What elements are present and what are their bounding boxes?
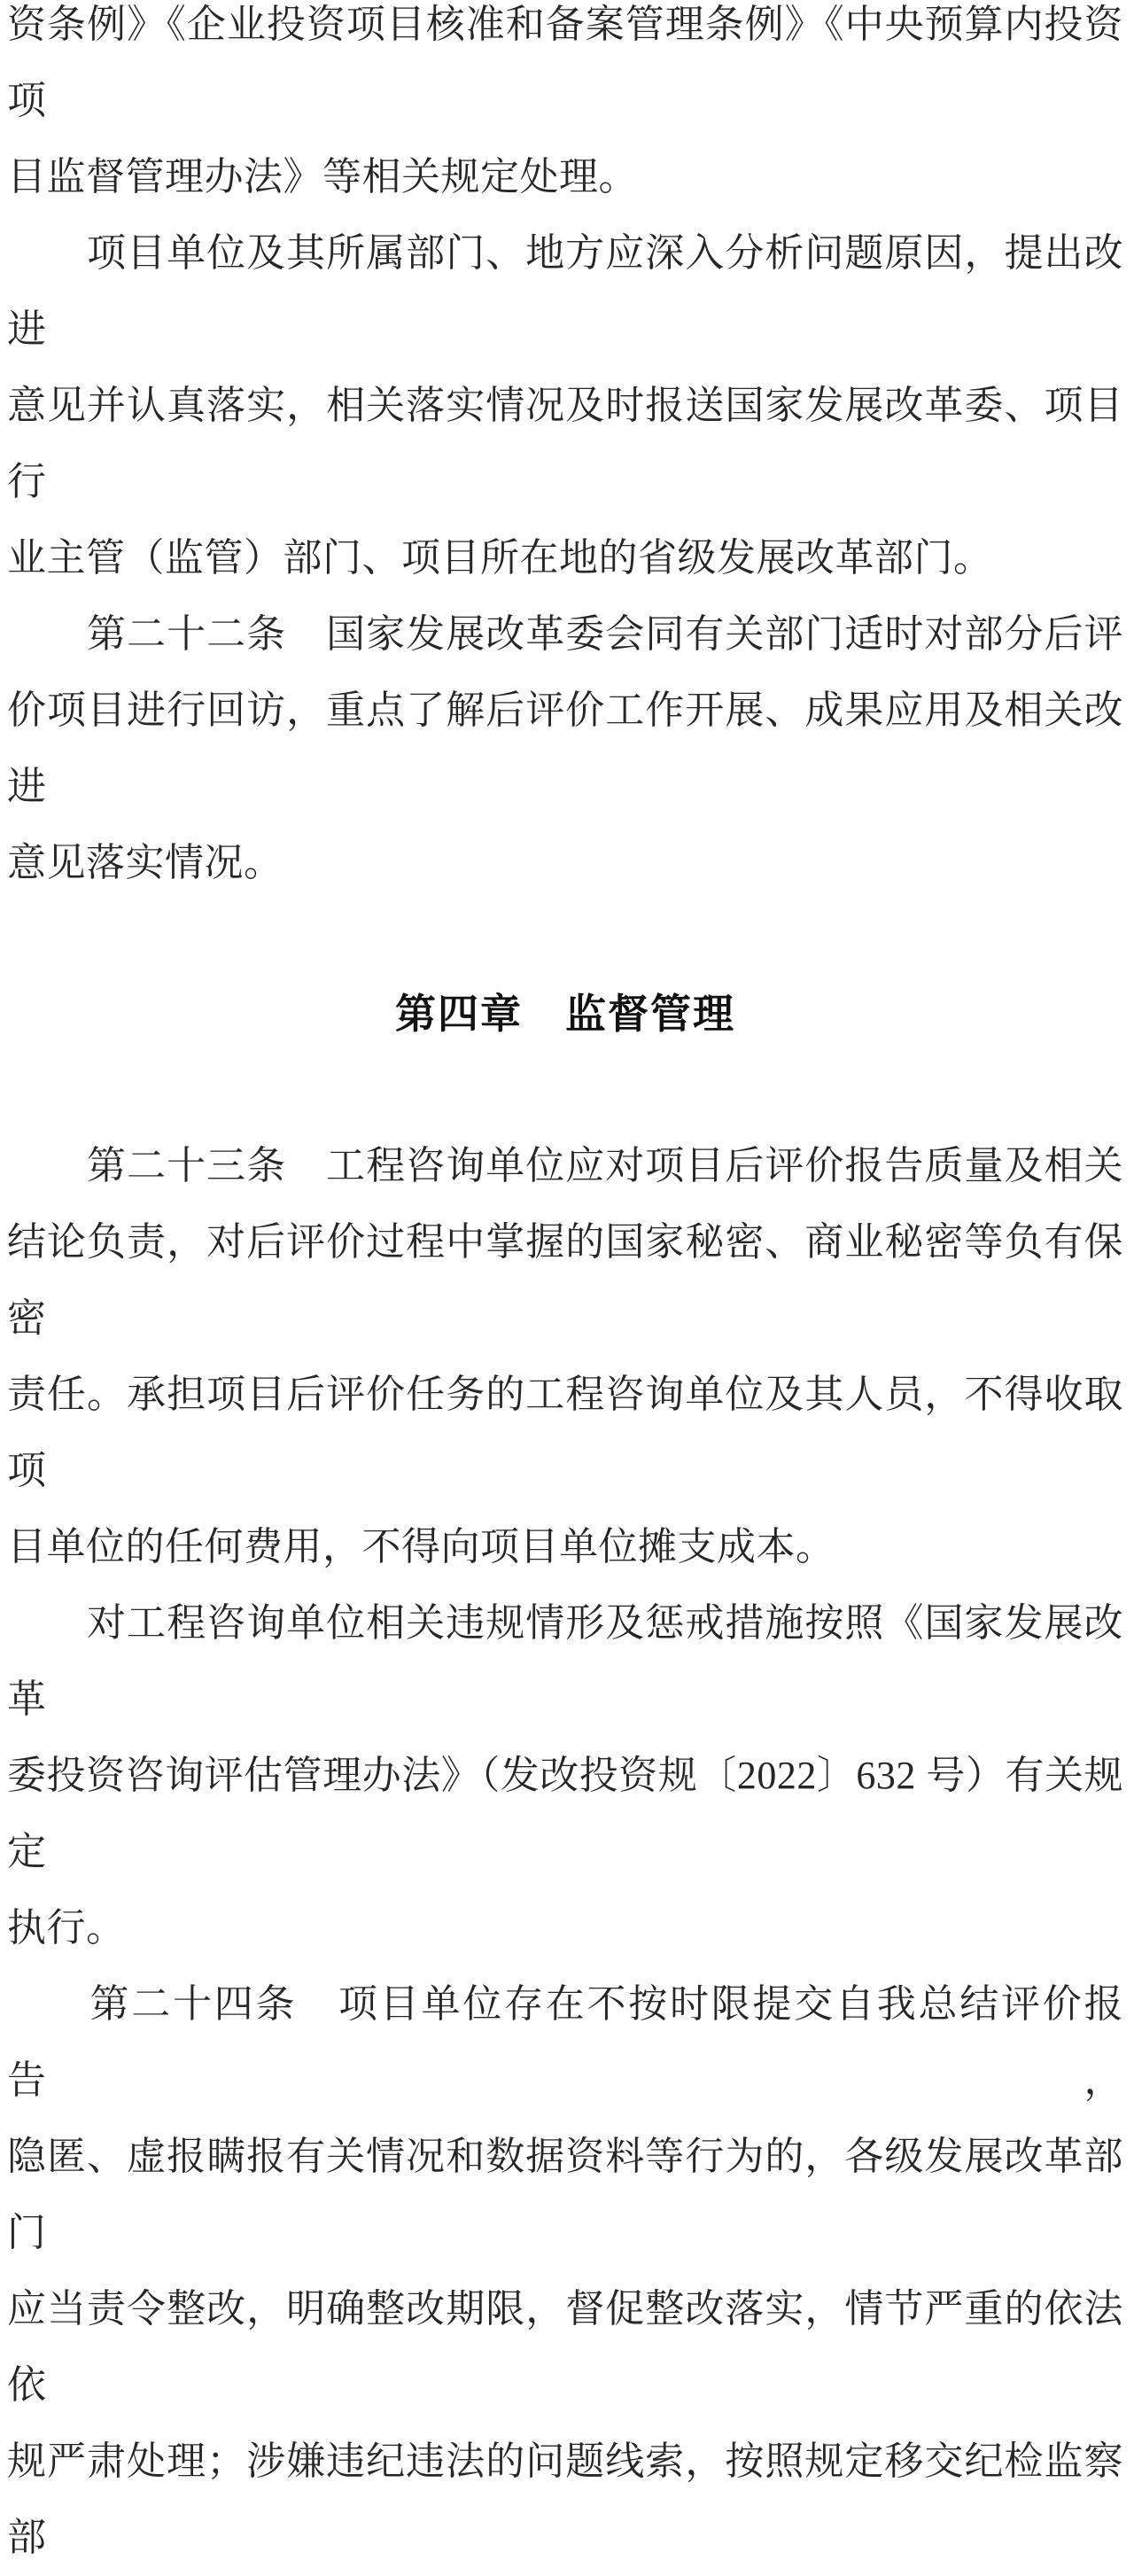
document-line: 委投资咨询评估管理办法》（发改投资规〔2022〕632 号）有关规定 — [7, 1754, 1123, 1873]
document-line: 意见并认真落实，相关落实情况及时报送国家发展改革委、项目行 — [7, 384, 1123, 503]
document-line: 业主管（监管）部门、项目所在地的省级发展改革部门。 — [7, 536, 993, 580]
document-line: 对工程咨询单位相关违规情形及惩戒措施按照《国家发展改革 — [7, 1601, 1123, 1721]
document-line: 隐匿、虚报瞒报有关情况和数据资料等行为的，各级发展改革部门 — [7, 2135, 1123, 2254]
document-line: 目单位的任何费用，不得向项目单位摊支成本。 — [7, 1525, 835, 1568]
document-line: 价项目进行回访，重点了解后评价工作开展、成果应用及相关改进 — [7, 689, 1123, 808]
document-line: 责任。承担项目后评价任务的工程咨询单位及其人员，不得收取项 — [7, 1373, 1123, 1492]
document-line: 第二十三条 工程咨询单位应对项目后评价报告质量及相关 — [7, 1144, 1123, 1187]
document-line: 第二十二条 国家发展改革委会同有关部门适时对部分后评 — [7, 612, 1123, 656]
document-line: 应当责令整改，明确整改期限，督促整改落实，情节严重的依法依 — [7, 2287, 1123, 2407]
document-line: 结论负责，对后评价过程中掌握的国家秘密、商业秘密等负有保密 — [7, 1220, 1123, 1340]
document-line: 资条例》《企业投资项目核准和备案管理条例》《中央预算内投资项 — [7, 3, 1123, 122]
document-line: 目监督管理办法》等相关规定处理。 — [7, 155, 638, 198]
document-line: 执行。 — [7, 1906, 126, 1950]
chapter-heading: 第四章 监督管理 — [395, 991, 735, 1037]
document-line: 意见落实情况。 — [7, 841, 284, 884]
document-line: 项目单位及其所属部门、地方应深入分析问题原因，提出改进 — [7, 231, 1123, 351]
document-line: 规严肃处理；涉嫌违纪违法的问题线索，按照规定移交纪检监察部 — [7, 2440, 1123, 2559]
document-line: 第二十四条 项目单位存在不按时限提交自我总结评价报告， — [7, 1982, 1123, 2102]
